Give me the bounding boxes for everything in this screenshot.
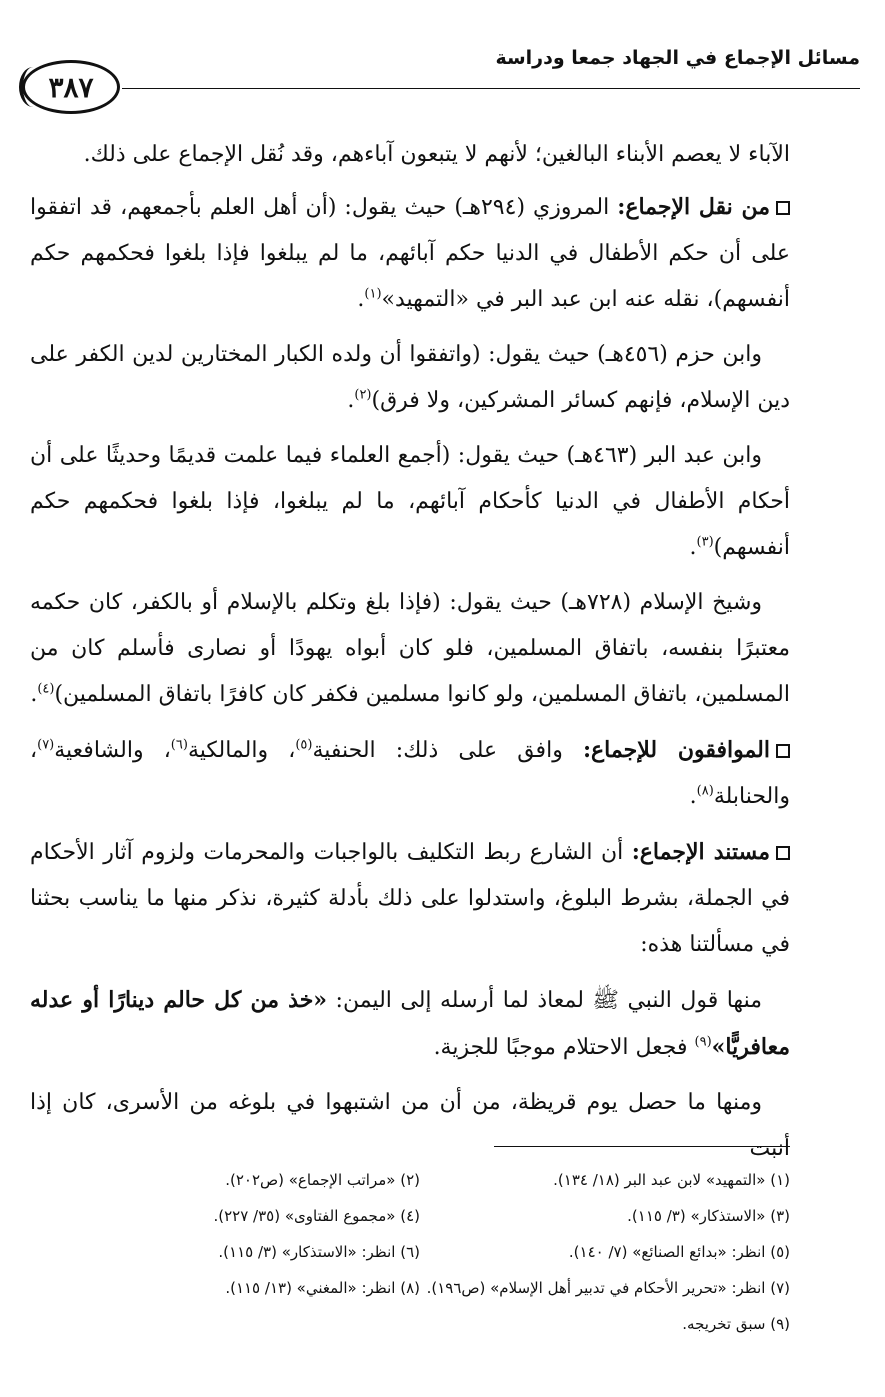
footnotes <box>50 1162 790 1342</box>
footnote-ref[interactable]: (٢) <box>354 387 372 403</box>
paragraph-text: وابن حزم (٤٥٦هـ) حيث يقول: (واتفقوا أن ولده الكبار المختارين لدين الكفر على دين الإسلام، فإنهم كسائر المشركين، ولا فرق) <box>30 342 790 413</box>
footnote: (٣) «الاستذكار» (٣/ ١١٥). <box>627 1207 790 1225</box>
footnote: (٥) انظر: «بدائع الصنائع» (٧/ ١٤٠). <box>568 1243 790 1261</box>
paragraph-continuation: الآباء لا يعصم الأبناء البالغين؛ لأنهم لا يتبعون آباءهم، وقد نُقل الإجماع على ذلك. <box>83 142 790 167</box>
footnote: (٢) «مراتب الإجماع» (ص٢٠٢). <box>225 1171 420 1189</box>
section-heading: من نقل الإجماع: <box>617 194 770 220</box>
paragraph-ibn-abd-al-barr: وابن عبد البر (٤٦٣هـ) حيث يقول: (أجمع العلماء فيما علمت قديمًا وحديثًا على أن أحكام الأطفال في الدنيا كأحكام آبائهم، ما لم يبلغوا، فإذا بلغوا فحكمهم حكم أنفسهم)$^{(٣)}$. <box>30 443 790 560</box>
hadith-quote: «خذ من كل حالم دينارًا أو عدله معافريًّا» <box>30 987 790 1060</box>
footnote-row <box>50 1270 790 1306</box>
page-header <box>14 40 860 130</box>
footnote-row <box>50 1234 790 1270</box>
footnote: (٩) سبق تخريجه. <box>682 1315 790 1333</box>
footnote-row <box>50 1198 790 1234</box>
section-heading: الموافقون للإجماع: <box>582 737 770 763</box>
footnote-ref[interactable]: (١) <box>364 286 382 302</box>
footnote: (٧) انظر: «تحرير الأحكام في تدبير أهل الإسلام» (ص١٩٦). <box>426 1279 790 1297</box>
square-bullet-icon <box>776 201 790 215</box>
paragraph-text: وابن عبد البر (٤٦٣هـ) حيث يقول: (أجمع العلماء فيما علمت قديمًا وحديثًا على أن أحكام الأطفال في الدنيا كأحكام آبائهم، ما لم يبلغوا، فإذا بلغوا فحكمهم حكم أنفسهم) <box>30 443 790 560</box>
square-bullet-icon <box>776 744 790 758</box>
paragraph-ijma-basis <box>30 829 790 968</box>
square-bullet-icon <box>776 846 790 860</box>
footnote-ref[interactable]: (٤) <box>37 681 55 697</box>
footnote-separator <box>494 1146 790 1147</box>
running-title: مسائل الإجماع في الجهاد جمعا ودراسة <box>495 47 860 69</box>
footnote-ref[interactable]: (٣) <box>696 534 714 550</box>
footnote-ref[interactable]: (٩) <box>694 1034 712 1050</box>
footnote-row <box>50 1162 790 1198</box>
header-rule <box>122 88 860 89</box>
footnote-ref[interactable]: (٨) <box>696 783 714 799</box>
footnote-row <box>50 1306 790 1342</box>
footnote-ref[interactable]: (٦) <box>170 737 188 753</box>
footnote-ref[interactable]: (٥) <box>295 737 313 753</box>
footnote: (٤) «مجموع الفتاوى» (٣٥/ ٢٢٧). <box>213 1207 420 1225</box>
paragraph-hadith-muadh: منها قول النبي ﷺ لمعاذ لما أرسله إلى اليمن: «خذ من كل حالم دينارًا أو عدله معافريًّا»$^{(٩)}$ فجعل الاحتلام موجبًا للجزية. <box>30 987 790 1060</box>
paragraph-shaykh-al-islam: وشيخ الإسلام (٧٢٨هـ) حيث يقول: (فإذا بلغ وتكلم بالإسلام أو بالكفر، كان حكمه معتبرًا بنفسه، باتفاق المسلمين، فلو كان أبواه يهودًا أو نصارى فأسلم كان من المسلمين، باتفاق المسلمين، ولو كانوا مسلمين فكفر كان كافرًا باتفاق المسلمين)$^{(٤)}$. <box>30 590 790 707</box>
footnote: (٦) انظر: «الاستذكار» (٣/ ١١٥). <box>218 1243 420 1261</box>
paragraph-text: المروزي (٢٩٤هـ) حيث يقول: (أن أهل العلم بأجمعهم، قد اتفقوا على أن حكم الأطفال في الدنيا حكم آبائهم، ما لم يبلغوا فإذا بلغوا فحكمهم حكم أنفسهم)، نقله عنه ابن عبد البر في «التمهيد» <box>30 195 790 312</box>
paragraph-ijma-transmitters: من نقل الإجماع: المروزي (٢٩٤هـ) حيث يقول: (أن أهل العلم بأجمعهم، قد اتفقوا على أن حكم الأطفال في الدنيا حكم آبائهم، ما لم يبلغوا فإذا بلغوا فحكمهم حكم أنفسهم)، نقله عنه ابن عبد البر في «التمهيد»$^{(١)}$. <box>30 194 790 312</box>
paragraph-text: أن الشارع ربط التكليف بالواجبات والمحرمات ولزوم آثار الأحكام في الجملة، بشرط البلوغ، واستدلوا على ذلك بأدلة كثيرة، نذكر منها ما يناسب بحثنا في مسألتنا هذه: <box>30 840 790 957</box>
footnote-ref[interactable]: (٧) <box>37 737 55 753</box>
paragraph-qurayza: ومنها ما حصل يوم قريظة، من أن من اشتبهوا في بلوغه من الأسرى، كان إذا أنبت <box>30 1090 790 1161</box>
footnote: (٨) انظر: «المغني» (١٣/ ١١٥). <box>225 1279 420 1297</box>
page-number-badge <box>22 60 120 114</box>
paragraph-ibn-hazm: وابن حزم (٤٥٦هـ) حيث يقول: (واتفقوا أن ولده الكبار المختارين لدين الكفر على دين الإسلام، فإنهم كسائر المشركين، ولا فرق)$^{(٢)}$. <box>30 342 790 413</box>
main-text <box>30 132 790 1181</box>
section-heading: مستند الإجماع: <box>631 839 770 865</box>
paragraph-text: وشيخ الإسلام (٧٢٨هـ) حيث يقول: (فإذا بلغ وتكلم بالإسلام أو بالكفر، كان حكمه معتبرًا بنفسه، باتفاق المسلمين، فلو كان أبواه يهودًا أو نصارى فأسلم كان من المسلمين، باتفاق المسلمين، ولو كانوا مسلمين فكفر كان كافرًا باتفاق المسلمين) <box>30 590 790 707</box>
page-number: ٣٨٧ <box>48 70 94 104</box>
footnote: (١) «التمهيد» لابن عبد البر (١٨/ ١٣٤). <box>553 1171 790 1189</box>
paragraph-agreeing-schools: الموافقون للإجماع: وافق على ذلك: الحنفية$^{(٥)}$، والمالكية$^{(٦)}$، والشافعية$^{(٧)}$، والحنابلة$^{(٨)}$. <box>30 737 790 809</box>
